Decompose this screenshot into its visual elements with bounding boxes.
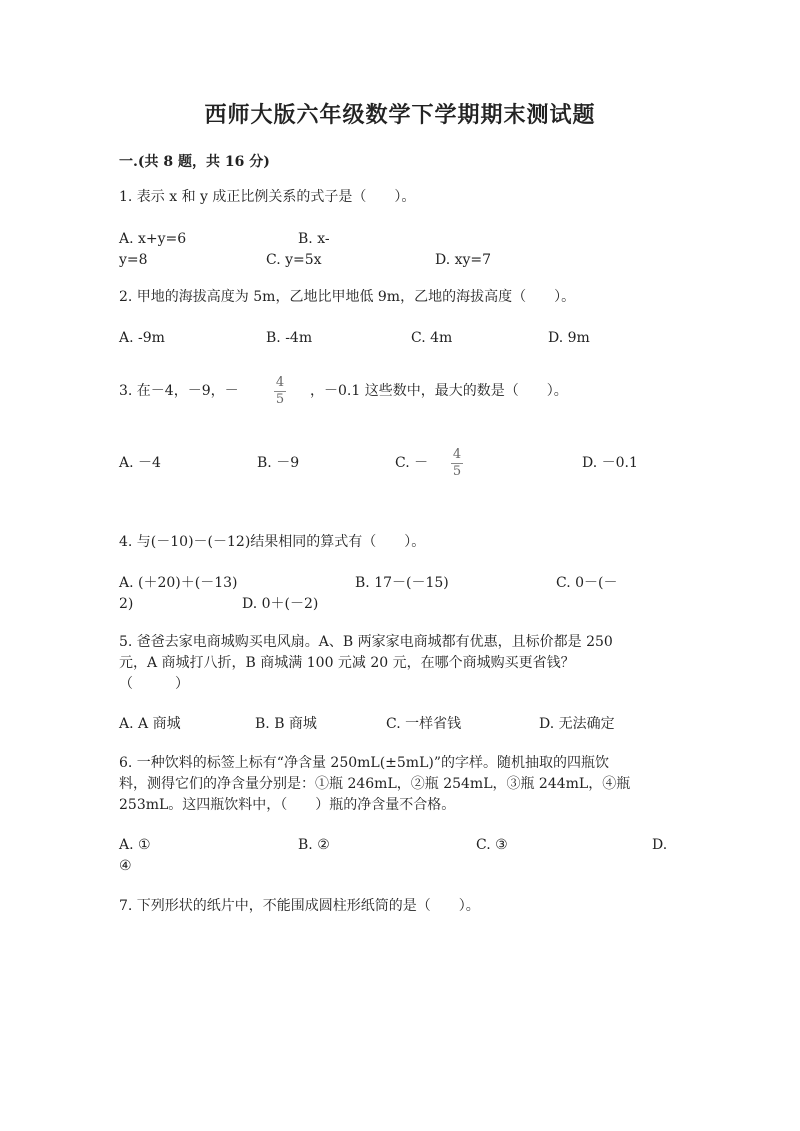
question-2-option-c: C. 4m bbox=[411, 330, 453, 346]
question-6-option-d-cont: ④ bbox=[119, 858, 132, 874]
question-1-option-b: B. x- bbox=[298, 231, 330, 247]
question-4-option-c: C. 0－(－ bbox=[556, 575, 618, 591]
question-5-option-a: A. A 商城 bbox=[119, 716, 181, 732]
question-6-option-b: B. ② bbox=[298, 837, 330, 853]
question-5-option-c: C. 一样省钱 bbox=[386, 716, 462, 732]
question-4-option-d: D. 0＋(－2) bbox=[242, 596, 319, 612]
question-6-option-c: C. ③ bbox=[476, 837, 508, 853]
question-2-option-d: D. 9m bbox=[548, 330, 590, 346]
question-2-option-b: B. -4m bbox=[266, 330, 313, 346]
question-2-stem: 2. 甲地的海拔高度为 5m，乙地比甲地低 9m，乙地的海拔高度（ ）。 bbox=[119, 289, 576, 305]
question-6-option-d: D. bbox=[652, 837, 668, 853]
question-4-option-a: A. (＋20)＋(－13) bbox=[119, 575, 238, 591]
question-5-option-d: D. 无法确定 bbox=[539, 716, 615, 732]
fraction-denominator: 5 bbox=[275, 392, 285, 407]
question-1-option-b-cont: y=8 bbox=[119, 252, 148, 268]
question-4-option-b: B. 17－(－15) bbox=[355, 575, 449, 591]
question-4-stem: 4. 与(－10)－(－12)结果相同的算式有（ ）。 bbox=[119, 534, 426, 550]
question-3-option-b: B. －9 bbox=[257, 455, 300, 471]
fraction-numerator: 4 bbox=[275, 375, 285, 390]
question-1-option-c: C. y=5x bbox=[266, 252, 322, 268]
question-7-stem: 7. 下列形状的纸片中，不能围成圆柱形纸筒的是（ ）。 bbox=[119, 898, 480, 914]
question-2-option-a: A. -9m bbox=[119, 330, 165, 346]
fraction-four-fifths-option-c bbox=[450, 448, 464, 479]
question-6-stem-line1: 6. 一种饮料的标签上标有“净含量 250mL(±5mL)”的字样。随机抽取的四瓶饮 bbox=[119, 755, 609, 771]
question-3-stem-part1: 3. 在－4，－9，－ bbox=[119, 383, 239, 399]
question-1-option-a: A. x+y=6 bbox=[119, 231, 187, 247]
question-3-stem-part2: ，－0.1 这些数中，最大的数是（ ）。 bbox=[310, 383, 568, 399]
question-6-stem-line3: 253mL。这四瓶饮料中，（ ）瓶的净含量不合格。 bbox=[119, 797, 456, 813]
question-5-option-b: B. B 商城 bbox=[255, 716, 317, 732]
question-6-stem-line2: 料，测得它们的净含量分别是：①瓶 246mL，②瓶 254mL，③瓶 244mL，④瓶 bbox=[119, 776, 631, 792]
fraction-numerator: 4 bbox=[452, 447, 462, 462]
question-3-option-c: C. － bbox=[395, 455, 429, 471]
question-4-option-c-cont: 2) bbox=[119, 596, 134, 612]
question-3-option-d: D. －0.1 bbox=[582, 455, 638, 471]
question-3-option-a: A. －4 bbox=[119, 455, 161, 471]
question-5-stem-line3: （ ） bbox=[119, 676, 189, 692]
fraction-four-fifths bbox=[273, 376, 287, 407]
section-header: 一.(共 8 题，共 16 分) bbox=[119, 154, 270, 170]
question-5-stem-line1: 5. 爸爸去家电商城购买电风扇。A、B 两家家电商城都有优惠，且标价都是 250 bbox=[119, 634, 613, 650]
page-title: 西师大版六年级数学下学期期末测试题 bbox=[204, 102, 596, 128]
question-1-option-d: D. xy=7 bbox=[435, 252, 492, 268]
question-1-stem: 1. 表示 x 和 y 成正比例关系的式子是（ ）。 bbox=[119, 189, 416, 205]
question-6-option-a: A. ① bbox=[119, 837, 151, 853]
fraction-denominator: 5 bbox=[452, 464, 462, 479]
question-5-stem-line2: 元，A 商城打八折，B 商城满 100 元减 20 元，在哪个商城购买更省钱？ bbox=[119, 655, 575, 671]
